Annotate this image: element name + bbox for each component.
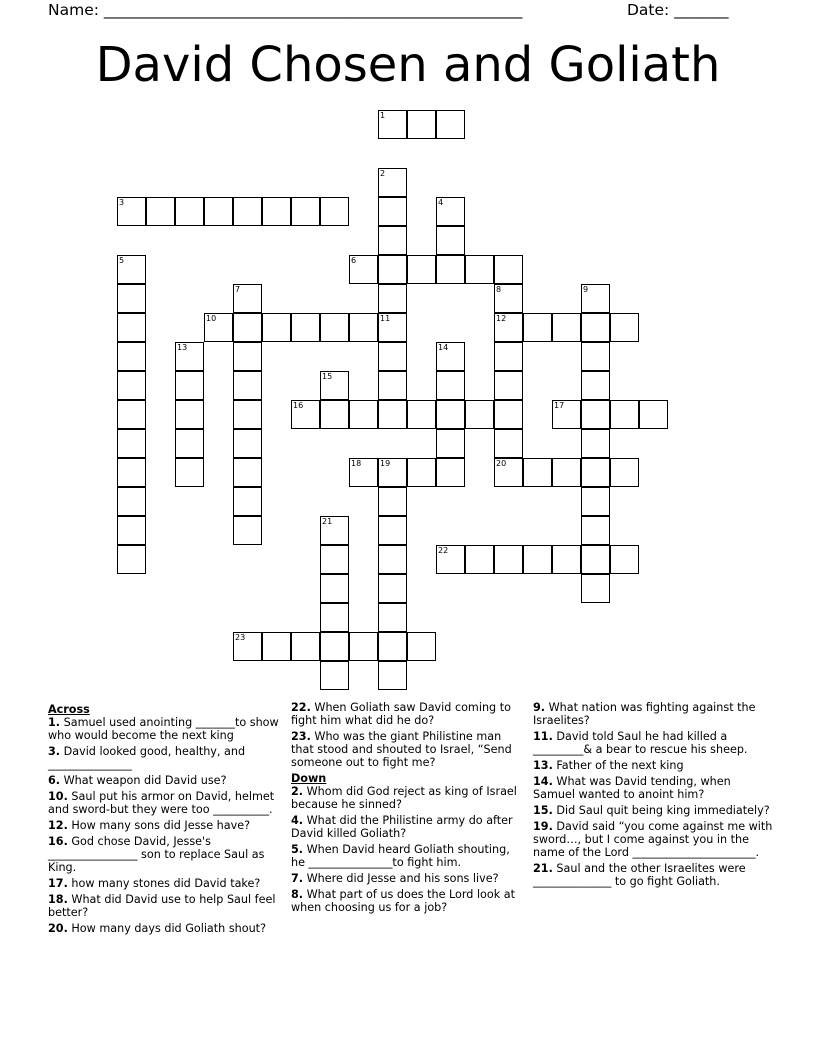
grid-cell[interactable] [494, 371, 523, 400]
clue-down-8: 8. What part of us does the Lord look at when choosing us for a job? [291, 888, 516, 914]
grid-cell[interactable] [581, 371, 610, 400]
clue-down-14: 14. What was David tending, when Samuel wanted to anoint him? [533, 775, 731, 801]
grid-cell[interactable] [320, 516, 349, 545]
grid-clue-number: 20 [496, 459, 507, 468]
grid-cell[interactable] [378, 226, 407, 255]
grid-cell[interactable] [117, 284, 146, 313]
grid-cell[interactable] [581, 458, 610, 487]
grid-cell[interactable] [378, 603, 407, 632]
grid-cell[interactable] [581, 487, 610, 516]
grid-cell[interactable] [117, 342, 146, 371]
grid-cell[interactable] [291, 632, 320, 661]
grid-clue-number: 8 [496, 285, 502, 294]
clues-column-1 [48, 701, 280, 938]
clue-across-1: 1. Samuel used anointing _______to show who would become the next king [48, 716, 279, 742]
clue-down-11: 11. David told Saul he had killed a _________& a bear to rescue his sheep. [533, 730, 748, 756]
grid-cell[interactable] [378, 400, 407, 429]
clue-across-6: 6. What weapon did David use? [48, 774, 227, 787]
grid-clue-number: 12 [496, 314, 507, 323]
grid-clue-number: 15 [322, 372, 333, 381]
grid-cell[interactable] [233, 516, 262, 545]
grid-cell[interactable] [436, 371, 465, 400]
grid-cell[interactable] [378, 168, 407, 197]
grid-cell[interactable] [581, 545, 610, 574]
grid-cell[interactable] [175, 371, 204, 400]
grid-cell[interactable] [610, 400, 639, 429]
grid-cell[interactable] [407, 400, 436, 429]
grid-cell[interactable] [204, 197, 233, 226]
clue-across-10: 10. Saul put his armor on David, helmet and sword-but they were too __________. [48, 790, 275, 816]
grid-cell[interactable] [436, 255, 465, 284]
grid-cell[interactable] [117, 487, 146, 516]
grid-cell[interactable] [436, 110, 465, 139]
clue-down-9: 9. What nation was fighting against the Israelites? [533, 701, 756, 727]
clue-across-12: 12. How many sons did Jesse have? [48, 819, 251, 832]
grid-cell[interactable] [233, 429, 262, 458]
grid-cell[interactable] [233, 197, 262, 226]
grid-cell[interactable] [117, 197, 146, 226]
grid-cell[interactable] [436, 226, 465, 255]
grid-cell[interactable] [494, 458, 523, 487]
grid-cell[interactable] [378, 342, 407, 371]
grid-cell[interactable] [494, 545, 523, 574]
clue-down-2: 2. Whom did God reject as king of Israel because he sinned? [291, 785, 517, 811]
grid-cell[interactable] [175, 342, 204, 371]
grid-cell[interactable] [233, 313, 262, 342]
grid-cell[interactable] [233, 284, 262, 313]
clue-across-3: 3. David looked good, healthy, and _______________ [48, 745, 246, 771]
grid-cell[interactable] [378, 632, 407, 661]
grid-clue-number: 1 [380, 111, 386, 120]
grid-cell[interactable] [117, 429, 146, 458]
grid-cell[interactable] [378, 284, 407, 313]
grid-cell[interactable] [465, 400, 494, 429]
grid-cell[interactable] [407, 255, 436, 284]
grid-clue-number: 16 [293, 401, 304, 410]
grid-clue-number: 11 [380, 314, 391, 323]
grid-cell[interactable] [378, 487, 407, 516]
grid-cell[interactable] [320, 400, 349, 429]
clue-down-5: 5. When David heard Goliath shouting, he _______________to fight him. [291, 843, 510, 869]
grid-cell[interactable] [552, 458, 581, 487]
grid-cell[interactable] [233, 371, 262, 400]
grid-clue-number: 4 [438, 198, 444, 207]
grid-cell[interactable] [378, 574, 407, 603]
grid-cell[interactable] [436, 545, 465, 574]
grid-cell[interactable] [117, 400, 146, 429]
grid-cell[interactable] [639, 400, 668, 429]
clue-across-23: 23. Who was the giant Philistine man that stood and shouted to Israel, “Send someone out to fight me? [291, 730, 512, 769]
grid-cell[interactable] [233, 458, 262, 487]
grid-cell[interactable] [175, 429, 204, 458]
grid-cell[interactable] [436, 458, 465, 487]
clue-down-4: 4. What did the Philistine army do after David killed Goliath? [291, 814, 513, 840]
grid-cell[interactable] [262, 197, 291, 226]
clue-across-16: 16. God chose David, Jesse's ________________ son to replace Saul as King. [48, 835, 265, 874]
grid-cell[interactable] [378, 313, 407, 342]
grid-cell[interactable] [378, 458, 407, 487]
grid-cell[interactable] [523, 458, 552, 487]
clue-down-21: 21. Saul and the other Israelites were ______________ to go fight Goliath. [533, 862, 746, 888]
clues-column-3 [533, 701, 773, 891]
grid-cell[interactable] [436, 342, 465, 371]
grid-cell[interactable] [233, 400, 262, 429]
grid-cell[interactable] [320, 661, 349, 690]
grid-cell[interactable] [581, 429, 610, 458]
grid-clue-number: 9 [583, 285, 589, 294]
grid-cell[interactable] [552, 313, 581, 342]
grid-cell[interactable] [378, 516, 407, 545]
grid-cell[interactable] [117, 458, 146, 487]
grid-cell[interactable] [581, 313, 610, 342]
grid-cell[interactable] [494, 284, 523, 313]
grid-cell[interactable] [610, 545, 639, 574]
name-field-label: Name: ______________________________________________________ [48, 1, 523, 19]
grid-cell[interactable] [146, 197, 175, 226]
down-heading: Down [291, 772, 327, 785]
grid-cell[interactable] [175, 400, 204, 429]
grid-cell[interactable] [291, 197, 320, 226]
grid-cell[interactable] [349, 313, 378, 342]
grid-clue-number: 19 [380, 459, 391, 468]
grid-cell[interactable] [552, 400, 581, 429]
grid-cell[interactable] [117, 313, 146, 342]
grid-cell[interactable] [233, 487, 262, 516]
grid-cell[interactable] [349, 632, 378, 661]
grid-cell[interactable] [581, 342, 610, 371]
grid-cell[interactable] [378, 110, 407, 139]
grid-clue-number: 21 [322, 517, 333, 526]
clues-column-2 [291, 701, 523, 917]
grid-cell[interactable] [378, 255, 407, 284]
clue-across-18: 18. What did David use to help Saul feel better? [48, 893, 276, 919]
grid-clue-number: 18 [351, 459, 362, 468]
grid-cell[interactable] [581, 400, 610, 429]
grid-cell[interactable] [378, 545, 407, 574]
grid-cell[interactable] [436, 197, 465, 226]
grid-cell[interactable] [262, 313, 291, 342]
grid-cell[interactable] [494, 313, 523, 342]
grid-cell[interactable] [117, 255, 146, 284]
grid-cell[interactable] [523, 313, 552, 342]
grid-cell[interactable] [378, 371, 407, 400]
grid-clue-number: 5 [119, 256, 125, 265]
grid-clue-number: 7 [235, 285, 241, 294]
grid-clue-number: 14 [438, 343, 449, 352]
grid-cell[interactable] [233, 632, 262, 661]
grid-cell[interactable] [436, 429, 465, 458]
grid-cell[interactable] [494, 429, 523, 458]
grid-cell[interactable] [320, 632, 349, 661]
grid-cell[interactable] [581, 574, 610, 603]
grid-cell[interactable] [117, 516, 146, 545]
grid-cell[interactable] [175, 197, 204, 226]
clue-down-13: 13. Father of the next king [533, 759, 684, 772]
grid-clue-number: 13 [177, 343, 188, 352]
grid-cell[interactable] [494, 255, 523, 284]
across-heading: Across [48, 703, 90, 716]
grid-cell[interactable] [291, 313, 320, 342]
grid-cell[interactable] [233, 342, 262, 371]
grid-cell[interactable] [378, 661, 407, 690]
grid-clue-number: 22 [438, 546, 449, 555]
clue-across-22: 22. When Goliath saw David coming to fight him what did he do? [291, 701, 511, 727]
grid-cell[interactable] [291, 400, 320, 429]
grid-cell[interactable] [552, 545, 581, 574]
grid-cell[interactable] [320, 313, 349, 342]
date-field-label: Date: _______ [627, 1, 729, 19]
grid-cell[interactable] [610, 313, 639, 342]
grid-clue-number: 3 [119, 198, 125, 207]
grid-clue-number: 6 [351, 256, 357, 265]
grid-cell[interactable] [349, 255, 378, 284]
grid-cell[interactable] [117, 545, 146, 574]
grid-cell[interactable] [320, 574, 349, 603]
grid-cell[interactable] [407, 110, 436, 139]
clue-down-7: 7. Where did Jesse and his sons live? [291, 872, 499, 885]
grid-cell[interactable] [320, 603, 349, 632]
grid-cell[interactable] [262, 632, 291, 661]
grid-cell[interactable] [581, 516, 610, 545]
clue-down-15: 15. Did Saul quit being king immediately? [533, 804, 770, 817]
grid-cell[interactable] [523, 545, 552, 574]
grid-cell[interactable] [320, 197, 349, 226]
grid-cell[interactable] [494, 400, 523, 429]
clue-across-17: 17. how many stones did David take? [48, 877, 261, 890]
grid-cell[interactable] [465, 255, 494, 284]
clue-across-20: 20. How many days did Goliath shout? [48, 922, 267, 935]
grid-cell[interactable] [175, 458, 204, 487]
grid-cell[interactable] [436, 400, 465, 429]
grid-cell[interactable] [320, 371, 349, 400]
grid-clue-number: 10 [206, 314, 217, 323]
clue-down-19: 19. David said “you come against me with sword…, but I come against you in the name of the Lord ______________________. [533, 820, 773, 859]
grid-cell[interactable] [581, 284, 610, 313]
grid-cell[interactable] [407, 632, 436, 661]
grid-cell[interactable] [494, 342, 523, 371]
grid-cell[interactable] [349, 458, 378, 487]
grid-clue-number: 2 [380, 169, 386, 178]
grid-cell[interactable] [349, 400, 378, 429]
grid-clue-number: 17 [554, 401, 565, 410]
grid-cell[interactable] [610, 458, 639, 487]
grid-cell[interactable] [117, 371, 146, 400]
grid-cell[interactable] [320, 545, 349, 574]
grid-clue-number: 23 [235, 633, 246, 642]
grid-cell[interactable] [407, 458, 436, 487]
grid-cell[interactable] [378, 197, 407, 226]
page-title: David Chosen and Goliath [95, 37, 721, 93]
grid-cell[interactable] [465, 545, 494, 574]
grid-cell[interactable] [204, 313, 233, 342]
